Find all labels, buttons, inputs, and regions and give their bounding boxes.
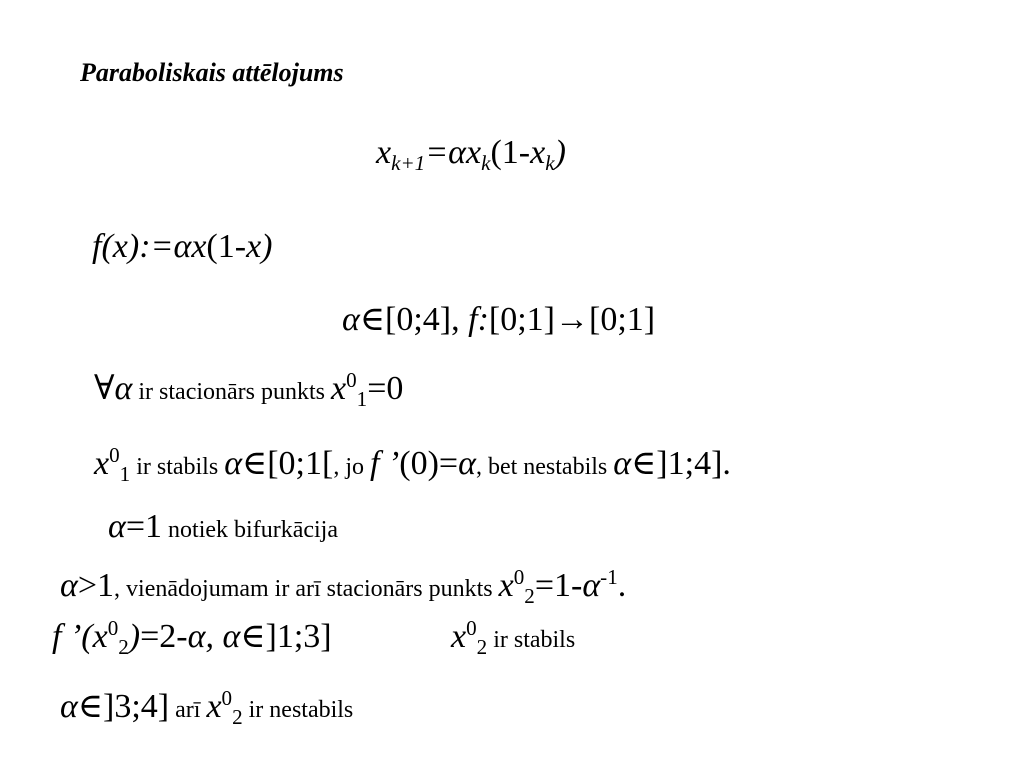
formula-var-x3: x (530, 134, 546, 171)
last-text-2: ir nestabils (242, 697, 354, 723)
bif-alpha: α (108, 508, 126, 545)
function-open: (1- (206, 228, 247, 265)
stab-range-1: [0;1[ (267, 445, 334, 482)
formula-recurrence (376, 134, 566, 175)
stab-x: x (94, 445, 110, 482)
domain-colon: : (477, 301, 489, 338)
formula-var-x2: x (466, 134, 482, 171)
formula-domain (342, 303, 655, 337)
line-derivative (52, 616, 332, 659)
last-sup: 0 (221, 686, 233, 711)
bif-text: notiek bifurkācija (162, 517, 338, 543)
line-forall (94, 368, 404, 411)
forall-alpha: α (114, 370, 133, 407)
line-derivative-stable (451, 616, 576, 659)
domain-alpha: α (342, 301, 360, 338)
der-in: ∈ (240, 618, 266, 655)
forall-x: x (331, 370, 347, 407)
der-comma: , (205, 618, 223, 655)
last-in: ∈ (77, 688, 104, 725)
der-close: ) (128, 618, 141, 655)
stab-text-3: , bet nestabils (475, 454, 614, 480)
stab-text-2: , jo (333, 454, 370, 480)
forall-eq: =0 (367, 370, 404, 407)
line-stability (94, 443, 731, 486)
stab-alpha-2: α (458, 445, 476, 482)
last-alpha: α (60, 688, 78, 725)
forall-sub: 1 (356, 386, 368, 411)
der-eq: =2- (140, 618, 188, 655)
stab-in-2: ∈ (631, 445, 657, 482)
formula-sub-k2: k (545, 150, 555, 175)
function-fx: f(x) (92, 228, 140, 265)
domain-f: f (468, 301, 478, 338)
formula-function-def (92, 230, 272, 264)
forall-sup: 0 (346, 368, 357, 393)
domain-range-a: [0;4], (385, 301, 469, 338)
domain-arrow: → (555, 301, 589, 338)
stab-text-1: ir stabils (130, 454, 225, 480)
line-unstable (60, 686, 354, 729)
gt-exp: -1 (600, 565, 618, 590)
formula-open: (1- (490, 134, 531, 171)
last-text-1: arī (169, 697, 207, 723)
domain-in-symbol: ∈ (359, 301, 386, 338)
bif-eq: =1 (125, 508, 163, 545)
stab-sup: 0 (109, 443, 120, 468)
der-sub: 2 (118, 634, 129, 659)
gt-sub: 2 (524, 583, 535, 608)
der-alpha: α (187, 618, 206, 655)
gt-alpha: α (60, 567, 78, 604)
function-x: x (191, 228, 207, 265)
last-sub: 2 (232, 704, 243, 729)
der-range: ]1;3] (265, 618, 332, 655)
stab-alpha-3: α (613, 445, 632, 482)
der-alpha-2: α (222, 618, 241, 655)
function-x2: x (246, 228, 262, 265)
stab-sub: 1 (119, 461, 131, 486)
line-alpha-greater (60, 565, 627, 608)
function-close: ) (261, 228, 273, 265)
gt-text: , vienādojumam ir arī stacionārs punkts (114, 576, 499, 602)
stab-alpha-1: α (224, 445, 243, 482)
gt-sup: 0 (513, 565, 525, 590)
last-range: ]3;4] (103, 688, 170, 725)
last-x: x (206, 688, 222, 725)
forall-text: ir stacionārs punkts (132, 379, 332, 405)
der-f: f ’ (52, 618, 82, 655)
stab-fprime: f ’ (369, 445, 400, 482)
der-sup: 0 (107, 616, 119, 641)
formula-sub-k1: k+1 (391, 150, 426, 175)
stab-in-1: ∈ (242, 445, 268, 482)
der-x: x (451, 618, 467, 655)
formula-close: ) (554, 134, 566, 171)
stab-arg: (0)= (399, 445, 459, 482)
slide-title: Paraboliskais attēlojums (80, 58, 344, 87)
der-text: ir stabils (487, 627, 576, 653)
formula-var-x: x (376, 134, 392, 171)
gt-alpha-2: α (582, 567, 601, 604)
function-def: :=α (139, 228, 192, 265)
forall-symbol: ∀ (94, 370, 115, 407)
formula-eq-alpha: =α (425, 134, 467, 171)
gt-dot: . (617, 567, 627, 604)
stab-range-2: ]1;4]. (656, 445, 731, 482)
der-open: (x (81, 618, 108, 655)
der-sup-2: 0 (466, 616, 477, 641)
gt-x: x (498, 567, 514, 604)
domain-range-c: [0;1] (589, 301, 656, 338)
der-sub-2: 2 (476, 634, 488, 659)
formula-sub-k: k (481, 150, 491, 175)
line-bifurcation (108, 510, 338, 544)
gt-eq: =1- (534, 567, 583, 604)
domain-range-b: [0;1] (488, 301, 555, 338)
gt-value: >1 (77, 567, 115, 604)
